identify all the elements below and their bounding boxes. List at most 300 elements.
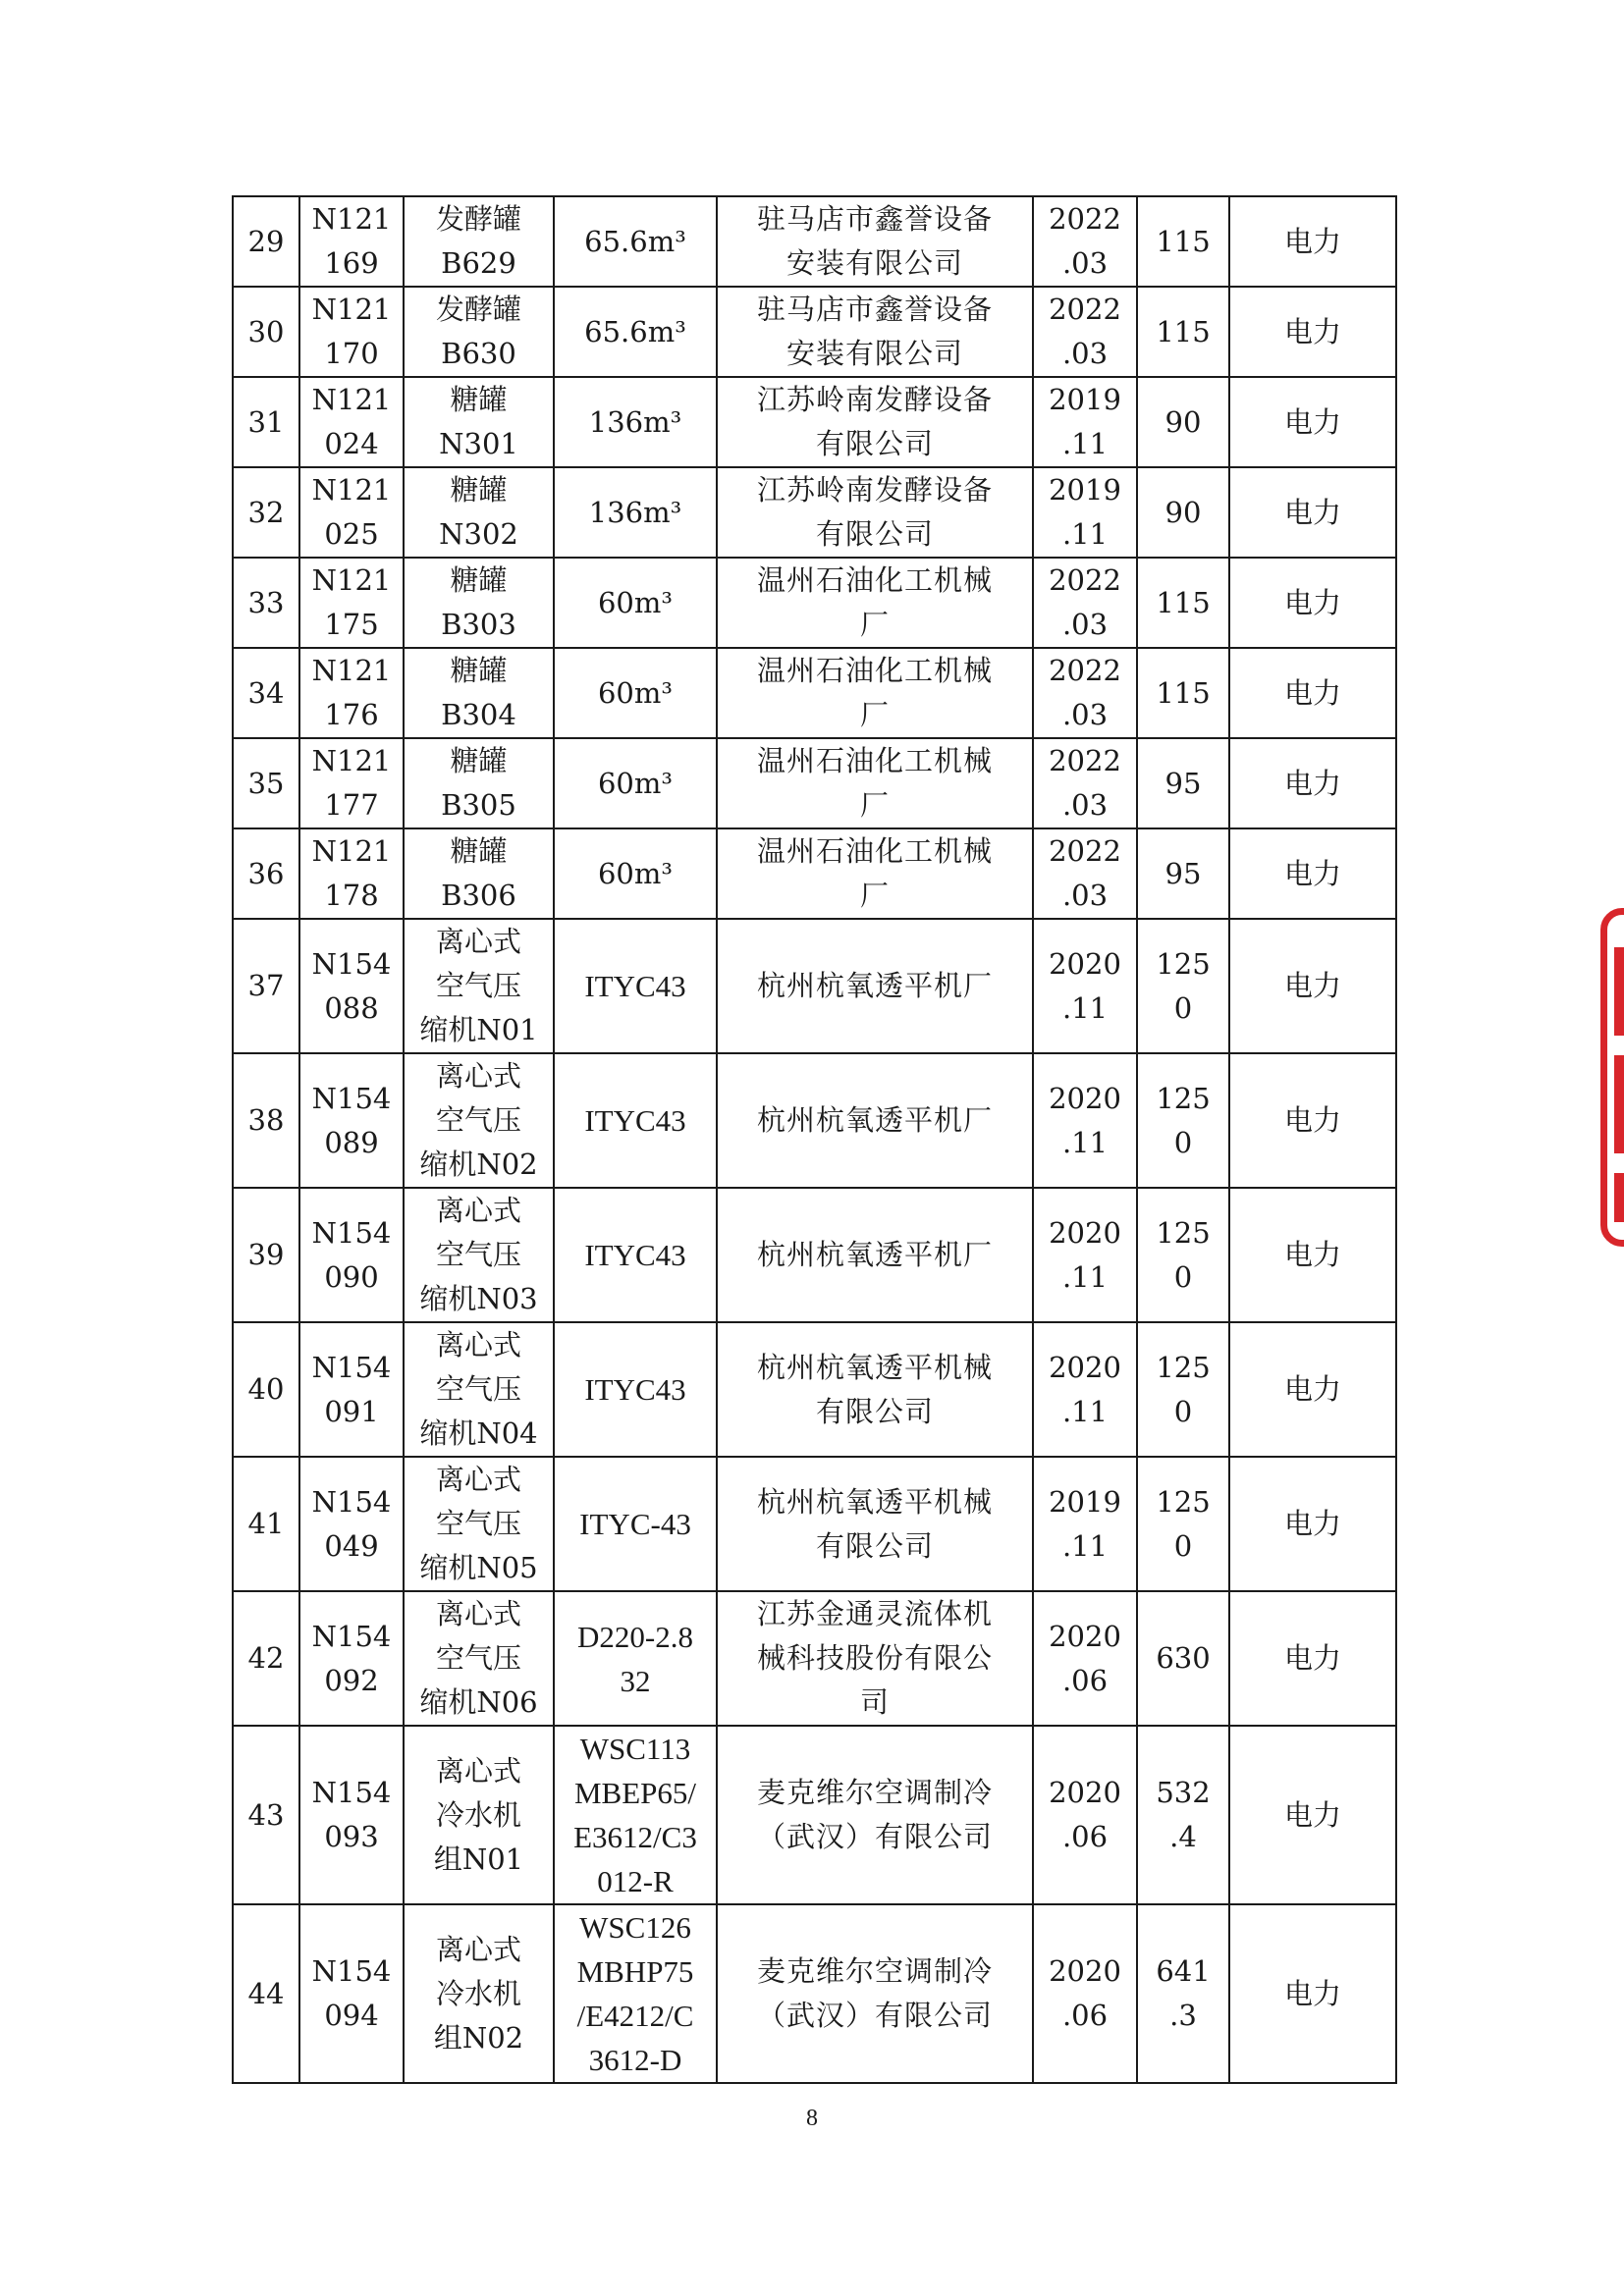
cell-power [1137, 287, 1229, 377]
cell-equipment-code [299, 1053, 404, 1188]
table-row [233, 919, 1396, 1053]
cell-model-line: MBEP65/ [573, 1776, 697, 1810]
cell-model [554, 377, 717, 467]
cell-equipment-code-line: 175 [324, 608, 379, 641]
cell-energy-type [1229, 1591, 1396, 1726]
cell-power-line: 95 [1164, 766, 1202, 800]
cell-manufacturer-line: 江苏岭南发酵设备 [756, 383, 993, 416]
cell-model-line: ITYC43 [584, 1372, 686, 1407]
cell-date-line: .11 [1061, 1125, 1109, 1159]
cell-equipment-name-line: 离心式 [435, 1194, 521, 1227]
cell-model-line: 60m³ [597, 766, 674, 800]
cell-index [233, 919, 299, 1053]
cell-manufacturer-line: 有限公司 [815, 1394, 934, 1428]
cell-manufacturer-line: （武汉）有限公司 [756, 1820, 993, 1853]
cell-manufacturer-line: （武汉）有限公司 [756, 1999, 993, 2032]
cell-equipment-code-line: N121 [311, 834, 392, 868]
cell-model-line: 60m³ [597, 585, 674, 619]
cell-power-line: 0 [1173, 990, 1193, 1025]
cell-power [1137, 1322, 1229, 1457]
cell-date [1033, 738, 1137, 828]
cell-model-line: 65.6m³ [584, 224, 686, 258]
cell-model-line: 32 [620, 1663, 651, 1698]
cell-equipment-code-line: N121 [311, 563, 392, 597]
cell-model [554, 1591, 717, 1726]
cell-equipment-name [404, 738, 554, 828]
table-row [233, 467, 1396, 558]
cell-equipment-code-line: 093 [324, 1820, 379, 1853]
cell-index-text: 31 [247, 404, 285, 439]
cell-date-line: 2022 [1049, 744, 1121, 777]
cell-date [1033, 1322, 1137, 1457]
cell-index-text: 34 [247, 675, 285, 710]
cell-equipment-name [404, 648, 554, 738]
cell-model-line: WSC126 [579, 1910, 691, 1945]
cell-equipment-name-line: 离心式 [435, 925, 521, 958]
cell-energy-type-text: 电力 [1283, 314, 1341, 348]
cell-power [1137, 196, 1229, 287]
cell-index-text: 30 [247, 314, 285, 348]
cell-manufacturer [717, 1322, 1033, 1457]
cell-power-line: 630 [1156, 1641, 1211, 1675]
cell-index [233, 1188, 299, 1322]
cell-equipment-code [299, 287, 404, 377]
cell-equipment-name [404, 1591, 554, 1726]
cell-equipment-name [404, 196, 554, 287]
cell-equipment-name-line: 糖罐 [450, 473, 508, 507]
table-row [233, 377, 1396, 467]
cell-model-line: D220-2.8 [577, 1619, 693, 1654]
cell-model-line: 60m³ [597, 675, 674, 710]
cell-equipment-code-line: N121 [311, 202, 392, 236]
cell-power-line: 125 [1156, 1215, 1211, 1250]
cell-manufacturer [717, 1904, 1033, 2083]
cell-manufacturer-line: 杭州杭氧透平机厂 [756, 1238, 993, 1271]
cell-manufacturer-line: 温州石油化工机械 [756, 654, 993, 687]
cell-equipment-code-line: N121 [311, 744, 392, 777]
cell-model [554, 196, 717, 287]
cell-index [233, 648, 299, 738]
cell-equipment-name [404, 1726, 554, 1904]
cell-index-text: 32 [247, 495, 285, 529]
cell-date [1033, 1591, 1137, 1726]
cell-index [233, 738, 299, 828]
cell-equipment-name [404, 467, 554, 558]
cell-index [233, 467, 299, 558]
cell-power-line: .4 [1169, 1820, 1197, 1853]
cell-model [554, 1322, 717, 1457]
cell-equipment-code-line: N154 [311, 1350, 392, 1384]
cell-equipment-code-line: N154 [311, 1776, 392, 1809]
cell-power-line: .3 [1169, 1999, 1197, 2032]
cell-power-line: 125 [1156, 946, 1211, 981]
cell-energy-type [1229, 919, 1396, 1053]
cell-equipment-name-line: 离心式 [435, 1059, 521, 1093]
cell-equipment-code-line: 088 [324, 990, 379, 1025]
cell-date [1033, 377, 1137, 467]
cell-date-line: 2022 [1049, 563, 1121, 597]
cell-index-text: 44 [247, 1976, 285, 2010]
cell-equipment-name [404, 1457, 554, 1591]
cell-manufacturer [717, 558, 1033, 648]
cell-model [554, 1457, 717, 1591]
cell-model-line: 65.6m³ [584, 314, 686, 348]
cell-index-text: 33 [247, 585, 285, 619]
table-row [233, 648, 1396, 738]
cell-equipment-code-line: 169 [324, 246, 379, 280]
cell-model-line: 60m³ [597, 856, 674, 890]
cell-equipment-name-line: B305 [441, 788, 516, 822]
cell-model [554, 287, 717, 377]
cell-manufacturer [717, 287, 1033, 377]
cell-manufacturer-line: 江苏金通灵流体机 [756, 1597, 993, 1630]
cell-model [554, 1188, 717, 1322]
cell-equipment-code-line: N154 [311, 1484, 392, 1519]
cell-power-line: 90 [1164, 495, 1202, 529]
cell-manufacturer-line: 有限公司 [815, 1528, 934, 1563]
cell-equipment-name-line: 离心式 [435, 1463, 521, 1496]
cell-date-line: 2020 [1049, 1776, 1121, 1809]
cell-equipment-code [299, 919, 404, 1053]
cell-power [1137, 1726, 1229, 1904]
cell-manufacturer-line: 厂 [859, 879, 890, 912]
cell-equipment-code [299, 1188, 404, 1322]
cell-equipment-code [299, 1591, 404, 1726]
cell-date-line: .11 [1061, 990, 1109, 1025]
cell-date [1033, 1726, 1137, 1904]
cell-energy-type-text: 电力 [1283, 1238, 1341, 1271]
cell-energy-type [1229, 1053, 1396, 1188]
cell-date-line: 2020 [1049, 1954, 1121, 1988]
cell-model [554, 738, 717, 828]
cell-equipment-code-line: 178 [324, 879, 379, 912]
cell-index-text: 42 [247, 1641, 285, 1675]
cell-energy-type-text: 电力 [1283, 1103, 1341, 1137]
cell-date-line: .11 [1061, 517, 1109, 551]
cell-equipment-name-line: 缩机N02 [419, 1148, 538, 1181]
cell-model [554, 467, 717, 558]
cell-energy-type-text: 电力 [1283, 856, 1341, 890]
cell-date [1033, 1188, 1137, 1322]
cell-date-line: .11 [1061, 427, 1109, 460]
cell-power-line: 0 [1173, 1394, 1193, 1428]
cell-date-line: .03 [1061, 879, 1109, 912]
cell-equipment-name [404, 1053, 554, 1188]
cell-model-line: 3612-D [588, 2043, 682, 2077]
cell-index [233, 1904, 299, 2083]
cell-date-line: 2020 [1049, 1215, 1121, 1250]
cell-energy-type-text: 电力 [1283, 675, 1341, 710]
cell-energy-type-text: 电力 [1283, 404, 1341, 439]
cell-equipment-name-line: 糖罐 [450, 834, 508, 868]
cell-energy-type-text: 电力 [1283, 1976, 1341, 2010]
cell-equipment-name-line: 糖罐 [450, 744, 508, 777]
cell-power-line: 0 [1173, 1528, 1193, 1563]
cell-equipment-code-line: N154 [311, 946, 392, 981]
cell-manufacturer-line: 驻马店市鑫誉设备 [756, 202, 993, 236]
cell-equipment-code-line: N154 [311, 1954, 392, 1988]
cell-date-line: 2020 [1049, 1619, 1121, 1653]
table-body [233, 196, 1396, 2083]
cell-manufacturer-line: 杭州杭氧透平机厂 [756, 969, 993, 1002]
cell-power [1137, 1188, 1229, 1322]
cell-date-line: 2022 [1049, 834, 1121, 868]
cell-equipment-name-line: B306 [441, 879, 516, 912]
cell-energy-type [1229, 287, 1396, 377]
cell-equipment-name [404, 1904, 554, 2083]
cell-equipment-code-line: N121 [311, 473, 392, 507]
table-row [233, 558, 1396, 648]
cell-index [233, 1053, 299, 1188]
cell-power [1137, 648, 1229, 738]
cell-model-line: ITYC-43 [579, 1507, 691, 1541]
cell-power-line: 532 [1156, 1776, 1211, 1809]
cell-index-text: 35 [247, 766, 285, 800]
cell-manufacturer-line: 司 [859, 1685, 890, 1719]
cell-power [1137, 558, 1229, 648]
cell-power [1137, 919, 1229, 1053]
cell-energy-type-text: 电力 [1283, 585, 1341, 619]
cell-manufacturer-line: 麦克维尔空调制冷 [756, 1954, 993, 1988]
cell-index [233, 558, 299, 648]
cell-index-text: 29 [247, 224, 285, 258]
cell-power-line: 115 [1156, 585, 1211, 619]
cell-energy-type [1229, 1457, 1396, 1591]
cell-equipment-name-line: 缩机N04 [419, 1416, 538, 1450]
cell-model-line: MBHP75 [576, 1954, 694, 1989]
cell-manufacturer-line: 械科技股份有限公 [756, 1641, 993, 1675]
cell-manufacturer-line: 江苏岭南发酵设备 [756, 473, 993, 507]
cell-energy-type [1229, 377, 1396, 467]
cell-date [1033, 919, 1137, 1053]
cell-date-line: 2019 [1049, 1484, 1121, 1519]
cell-equipment-name-line: 糖罐 [450, 654, 508, 687]
table-row [233, 1188, 1396, 1322]
cell-index [233, 287, 299, 377]
cell-equipment-name-line: 离心式 [435, 1932, 521, 1966]
table-row [233, 1904, 1396, 2083]
cell-manufacturer-line: 厂 [859, 608, 890, 641]
cell-equipment-name-line: 发酵罐 [435, 202, 521, 236]
cell-equipment-name [404, 287, 554, 377]
cell-equipment-name-line: 糖罐 [450, 563, 508, 597]
cell-manufacturer [717, 377, 1033, 467]
cell-energy-type-text: 电力 [1283, 1507, 1341, 1540]
cell-energy-type [1229, 196, 1396, 287]
cell-date-line: 2022 [1049, 293, 1121, 326]
cell-equipment-code-line: N154 [311, 1619, 392, 1653]
cell-date-line: .06 [1061, 1820, 1109, 1853]
cell-energy-type [1229, 648, 1396, 738]
cell-equipment-name-line: 发酵罐 [435, 293, 521, 326]
cell-equipment-name-line: 空气压 [435, 1238, 521, 1271]
cell-equipment-name-line: 缩机N03 [419, 1282, 538, 1315]
cell-manufacturer [717, 828, 1033, 919]
cell-energy-type-text: 电力 [1283, 1641, 1341, 1675]
cell-power [1137, 828, 1229, 919]
cell-equipment-code-line: N154 [311, 1215, 392, 1250]
cell-equipment-name-line: 离心式 [435, 1753, 521, 1788]
cell-manufacturer-line: 驻马店市鑫誉设备 [756, 293, 993, 326]
cell-equipment-name-line: 空气压 [435, 1372, 521, 1406]
cell-power-line: 0 [1173, 1125, 1193, 1159]
cell-equipment-code-line: 170 [324, 337, 379, 370]
cell-power-line: 125 [1156, 1350, 1211, 1384]
cell-manufacturer-line: 麦克维尔空调制冷 [756, 1776, 993, 1809]
cell-index [233, 1591, 299, 1726]
cell-index [233, 828, 299, 919]
cell-equipment-code-line: N121 [311, 383, 392, 416]
cell-equipment-name [404, 377, 554, 467]
cell-manufacturer-line: 温州石油化工机械 [756, 834, 993, 868]
cell-energy-type-text: 电力 [1283, 1372, 1341, 1406]
cell-equipment-code [299, 828, 404, 919]
cell-equipment-name-line: 离心式 [435, 1597, 521, 1630]
cell-equipment-name-line: N301 [439, 427, 518, 460]
cell-model [554, 1053, 717, 1188]
cell-manufacturer [717, 919, 1033, 1053]
cell-equipment-code [299, 1904, 404, 2083]
cell-power [1137, 1591, 1229, 1726]
cell-energy-type [1229, 828, 1396, 919]
cell-power-line: 125 [1156, 1081, 1211, 1115]
cell-power-line: 125 [1156, 1484, 1211, 1519]
cell-manufacturer [717, 1457, 1033, 1591]
cell-energy-type [1229, 738, 1396, 828]
cell-date-line: 2019 [1049, 383, 1121, 416]
cell-index-text: 36 [247, 856, 285, 890]
cell-equipment-code-line: 024 [324, 427, 379, 460]
cell-equipment-code-line: N154 [311, 1081, 392, 1115]
cell-equipment-code-line: 025 [324, 517, 379, 551]
cell-model-line: 136m³ [588, 495, 682, 529]
cell-date-line: 2020 [1049, 1350, 1121, 1384]
cell-date [1033, 1053, 1137, 1188]
cell-equipment-code [299, 377, 404, 467]
cell-date-line: .06 [1061, 1663, 1109, 1697]
cell-manufacturer-line: 有限公司 [815, 427, 934, 460]
cell-index-text: 37 [247, 969, 285, 1002]
table-row [233, 1053, 1396, 1188]
cell-equipment-name-line: 空气压 [435, 1507, 521, 1540]
cell-index-text: 38 [247, 1103, 285, 1137]
cell-date-line: .03 [1061, 788, 1109, 822]
cell-energy-type [1229, 1726, 1396, 1904]
cell-power-line: 0 [1173, 1259, 1193, 1294]
cell-manufacturer [717, 1591, 1033, 1726]
cell-equipment-name-line: 冷水机 [435, 1797, 521, 1832]
cell-date [1033, 1904, 1137, 2083]
cell-date-line: 2020 [1049, 1081, 1121, 1115]
cell-date-line: .11 [1061, 1394, 1109, 1428]
cell-date-line: .03 [1061, 608, 1109, 641]
cell-manufacturer [717, 196, 1033, 287]
table-row [233, 1322, 1396, 1457]
red-seal-stamp [1591, 908, 1624, 1247]
cell-equipment-code-line: 094 [324, 1999, 379, 2032]
cell-date [1033, 648, 1137, 738]
cell-equipment-name-line: 缩机N01 [419, 1013, 538, 1046]
cell-date-line: 2022 [1049, 654, 1121, 687]
cell-date [1033, 467, 1137, 558]
cell-manufacturer [717, 1188, 1033, 1322]
cell-index [233, 1457, 299, 1591]
cell-equipment-name-line: 冷水机 [435, 1976, 521, 2010]
table-row [233, 1726, 1396, 1904]
table-row [233, 287, 1396, 377]
cell-equipment-code-line: N121 [311, 293, 392, 326]
cell-power [1137, 1457, 1229, 1591]
cell-date-line: 2020 [1049, 946, 1121, 981]
cell-date-line: .06 [1061, 1999, 1109, 2032]
cell-manufacturer-line: 温州石油化工机械 [756, 563, 993, 597]
cell-equipment-code [299, 467, 404, 558]
cell-power-line: 115 [1156, 224, 1211, 258]
cell-equipment-name [404, 558, 554, 648]
cell-equipment-name-line: 空气压 [435, 1641, 521, 1675]
cell-manufacturer [717, 1726, 1033, 1904]
cell-equipment-code [299, 1457, 404, 1591]
table-row [233, 828, 1396, 919]
cell-model-line: WSC113 [579, 1732, 691, 1766]
cell-power-line: 95 [1164, 856, 1202, 890]
cell-energy-type-text: 电力 [1283, 766, 1341, 800]
cell-model-line: 136m³ [588, 404, 682, 439]
cell-date-line: .03 [1061, 698, 1109, 731]
cell-energy-type [1229, 1904, 1396, 2083]
cell-energy-type-text: 电力 [1283, 495, 1341, 529]
cell-equipment-code-line: 177 [324, 788, 379, 822]
cell-manufacturer [717, 738, 1033, 828]
cell-date [1033, 828, 1137, 919]
cell-model [554, 828, 717, 919]
page-number: 8 [806, 2106, 818, 2131]
cell-power-line: 90 [1164, 404, 1202, 439]
cell-date [1033, 196, 1137, 287]
cell-equipment-name-line: 组N02 [433, 2020, 524, 2055]
cell-model-line: ITYC43 [584, 969, 686, 1003]
cell-manufacturer-line: 厂 [859, 698, 890, 731]
cell-manufacturer-line: 杭州杭氧透平机厂 [756, 1103, 993, 1137]
cell-model [554, 558, 717, 648]
cell-power [1137, 738, 1229, 828]
cell-model [554, 1726, 717, 1904]
cell-equipment-name [404, 1188, 554, 1322]
cell-equipment-code-line: 090 [324, 1259, 379, 1294]
cell-equipment-code [299, 648, 404, 738]
cell-energy-type [1229, 467, 1396, 558]
cell-equipment-name-line: N302 [439, 517, 518, 551]
cell-model-line: E3612/C3 [573, 1820, 697, 1854]
cell-index [233, 1726, 299, 1904]
cell-equipment-name-line: B630 [441, 337, 516, 370]
cell-date-line: 2022 [1049, 202, 1121, 236]
cell-model [554, 1904, 717, 2083]
cell-date-line: 2019 [1049, 473, 1121, 507]
cell-equipment-code-line: 176 [324, 698, 379, 731]
cell-equipment-code-line: N121 [311, 654, 392, 687]
cell-equipment-code [299, 1322, 404, 1457]
cell-equipment-code [299, 558, 404, 648]
cell-index-text: 40 [247, 1372, 285, 1406]
cell-index-text: 41 [247, 1507, 285, 1540]
cell-equipment-name-line: 缩机N06 [419, 1685, 538, 1719]
cell-model [554, 919, 717, 1053]
cell-equipment-name-line: B629 [441, 246, 516, 280]
cell-index [233, 196, 299, 287]
cell-energy-type [1229, 558, 1396, 648]
cell-equipment-name-line: 糖罐 [450, 383, 508, 416]
